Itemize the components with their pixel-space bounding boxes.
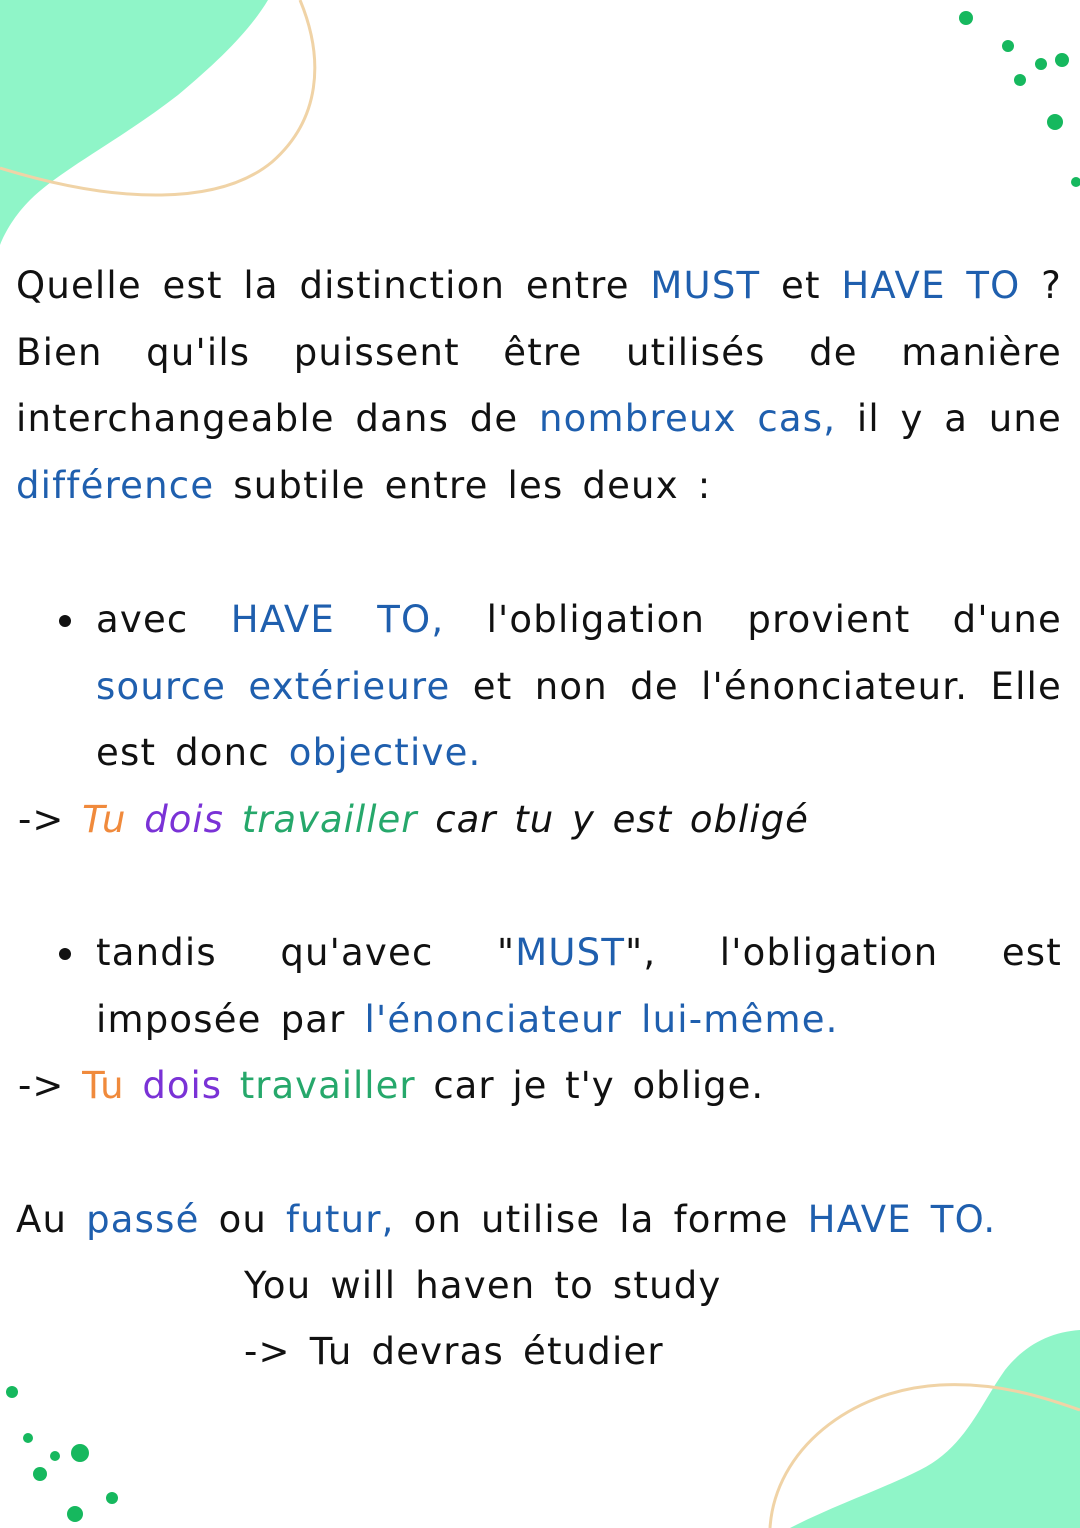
past-future-sentence: Au passé ou futur, on utilise la forme HAVE TO.	[16, 1198, 997, 1241]
word-tu: Tu	[82, 798, 127, 841]
keyword-have-to: HAVE TO	[841, 264, 1021, 307]
highlight-nombreux-cas: nombreux cas,	[539, 397, 837, 440]
example-french: -> Tu devras étudier	[244, 1330, 664, 1373]
word-tu: Tu	[82, 1064, 125, 1107]
word-travailler: travailler	[239, 1064, 416, 1107]
bullet-must: tandis qu'avec "MUST", l'obligation est imposée par l'énonciateur lui-même.	[96, 931, 1062, 1041]
highlight-passe: passé	[86, 1198, 200, 1241]
highlight-futur: futur,	[286, 1198, 395, 1241]
keyword-must: MUST	[650, 264, 761, 307]
keyword-have-to: HAVE TO,	[230, 598, 445, 641]
word-dois: dois	[142, 1064, 223, 1107]
intro-paragraph: Quelle est la distinction entre MUST et HAVE TO ? Bien qu'ils puissent être utilisés de manière interchangeable dans de nombreux cas, il y a une différence subtile entre les deux :	[16, 264, 1063, 507]
keyword-have-to: HAVE TO.	[807, 1198, 997, 1241]
word-dois: dois	[144, 798, 224, 841]
example-english: You will haven to study	[244, 1264, 722, 1307]
example-have-to: -> Tu dois travailler car tu y est obligé	[18, 798, 809, 841]
example-must: -> Tu dois travailler car je t'y oblige.	[18, 1064, 765, 1107]
highlight-source-exterieure: source extérieure	[96, 664, 451, 708]
bullet-dot-1	[59, 615, 71, 627]
bullet-dot-2	[59, 948, 71, 960]
bullet-have-to: avec HAVE TO, l'obligation provient d'une source extérieure et non de l'énonciateur. Elle est donc objective.	[96, 598, 1062, 774]
highlight-enonciateur: l'énonciateur lui-même.	[364, 997, 839, 1041]
keyword-must: MUST	[515, 931, 626, 974]
highlight-objective: objective.	[288, 731, 482, 774]
highlight-difference: différence	[16, 463, 215, 507]
word-travailler: travailler	[241, 798, 418, 841]
